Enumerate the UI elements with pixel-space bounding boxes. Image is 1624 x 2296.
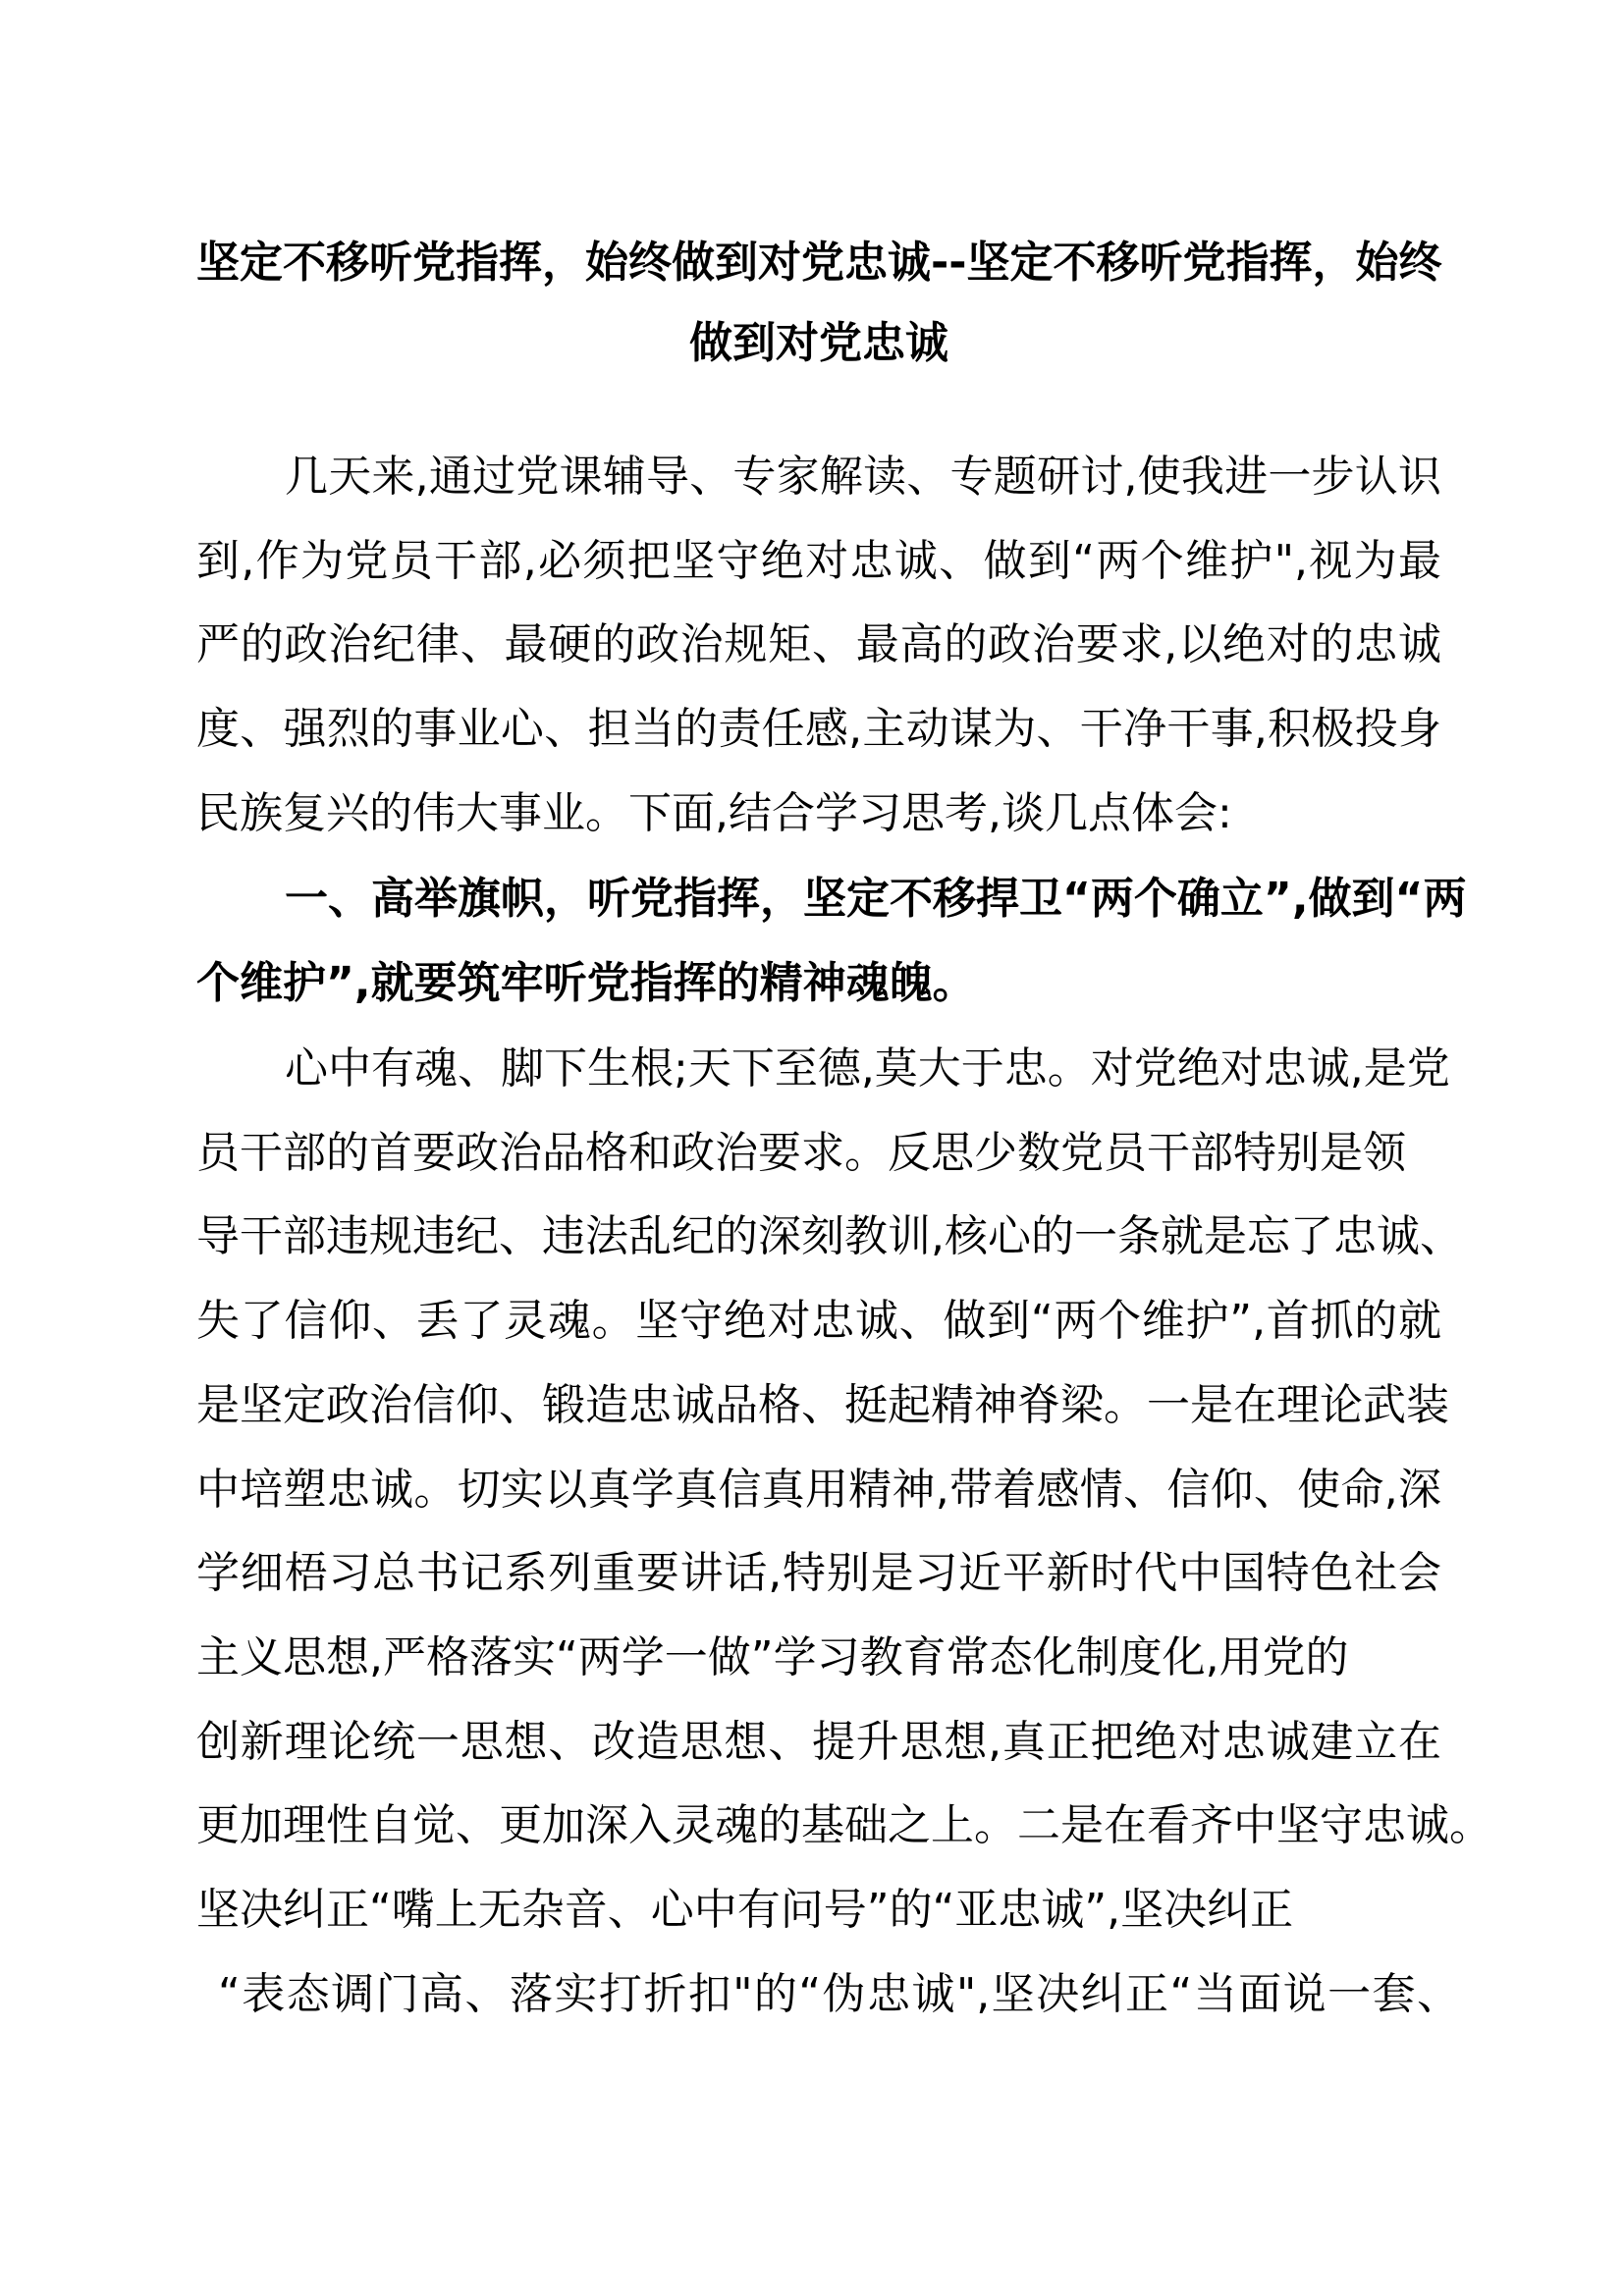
paragraph-line: 主义思想,严格落实“两学一做”学习教育常态化制度化,用党的 bbox=[196, 1632, 1349, 1682]
paragraph-line: 坚决纠正“嘴上无杂音、心中有问号”的“亚忠诚”,坚决纠正 bbox=[196, 1885, 1294, 1935]
paragraph-line: 更加理性自觉、更加深入灵魂的基础之上。二是在看齐中坚守忠诚。 bbox=[196, 1800, 1492, 1850]
paragraph-line: 心中有魂、脚下生根;天下至德,莫大于忠。对党绝对忠诚,是党 bbox=[285, 1043, 1450, 1094]
paragraph-line: 中培塑忠诚。切实以真学真信真用精神,带着感情、信仰、使命,深 bbox=[196, 1465, 1441, 1515]
section-heading-line: 一、高举旗帜，听党指挥，坚定不移捍卫“两个确立”,做到“两 bbox=[285, 874, 1467, 924]
paragraph-line: 严的政治纪律、最硬的政治规矩、最高的政治要求,以绝对的忠诚 bbox=[196, 619, 1441, 669]
document-title-line-2: 做到对党忠诚 bbox=[689, 318, 948, 368]
paragraph-line: 失了信仰、丢了灵魂。坚守绝对忠诚、做到“两个维护”,首抓的就 bbox=[196, 1296, 1441, 1346]
paragraph-line: 学细梧习总书记系列重要讲话,特别是习近平新时代中国特色社会 bbox=[196, 1548, 1441, 1598]
paragraph-line: 创新理论统一思想、改造思想、提升思想,真正把绝对忠诚建立在 bbox=[196, 1717, 1441, 1767]
paragraph-line: 到,作为党员干部,必须把坚守绝对忠诚、做到“两个维护",视为最 bbox=[196, 536, 1441, 586]
paragraph-line: 员干部的首要政治品格和政治要求。反思少数党员干部特别是领 bbox=[196, 1128, 1406, 1178]
section-heading-line: 个维护”,就要筑牢听党指挥的精神魂魄。 bbox=[196, 958, 976, 1008]
paragraph-line: 导干部违规违纪、违法乱纪的深刻教训,核心的一条就是忘了忠诚、 bbox=[196, 1211, 1463, 1261]
document-title-line-1: 坚定不移听党指挥，始终做到对党忠诚--坚定不移听党指挥，始终 bbox=[196, 238, 1442, 288]
paragraph-line: 民族复兴的伟大事业。下面,结合学习思考,谈几点体会: bbox=[196, 788, 1232, 838]
paragraph-line: 是坚定政治信仰、锻造忠诚品格、挺起精神脊梁。一是在理论武装 bbox=[196, 1380, 1449, 1430]
paragraph-line: 几天来,通过党课辅导、专家解读、专题研讨,使我进一步认识 bbox=[285, 452, 1441, 502]
paragraph-line: “表态调门高、落实打折扣"的“伪忠诚",坚决纠正“当面说一套、 bbox=[218, 1969, 1460, 2019]
paragraph-line: 度、强烈的事业心、担当的责任感,主动谋为、干净干事,积极投身 bbox=[196, 704, 1441, 754]
